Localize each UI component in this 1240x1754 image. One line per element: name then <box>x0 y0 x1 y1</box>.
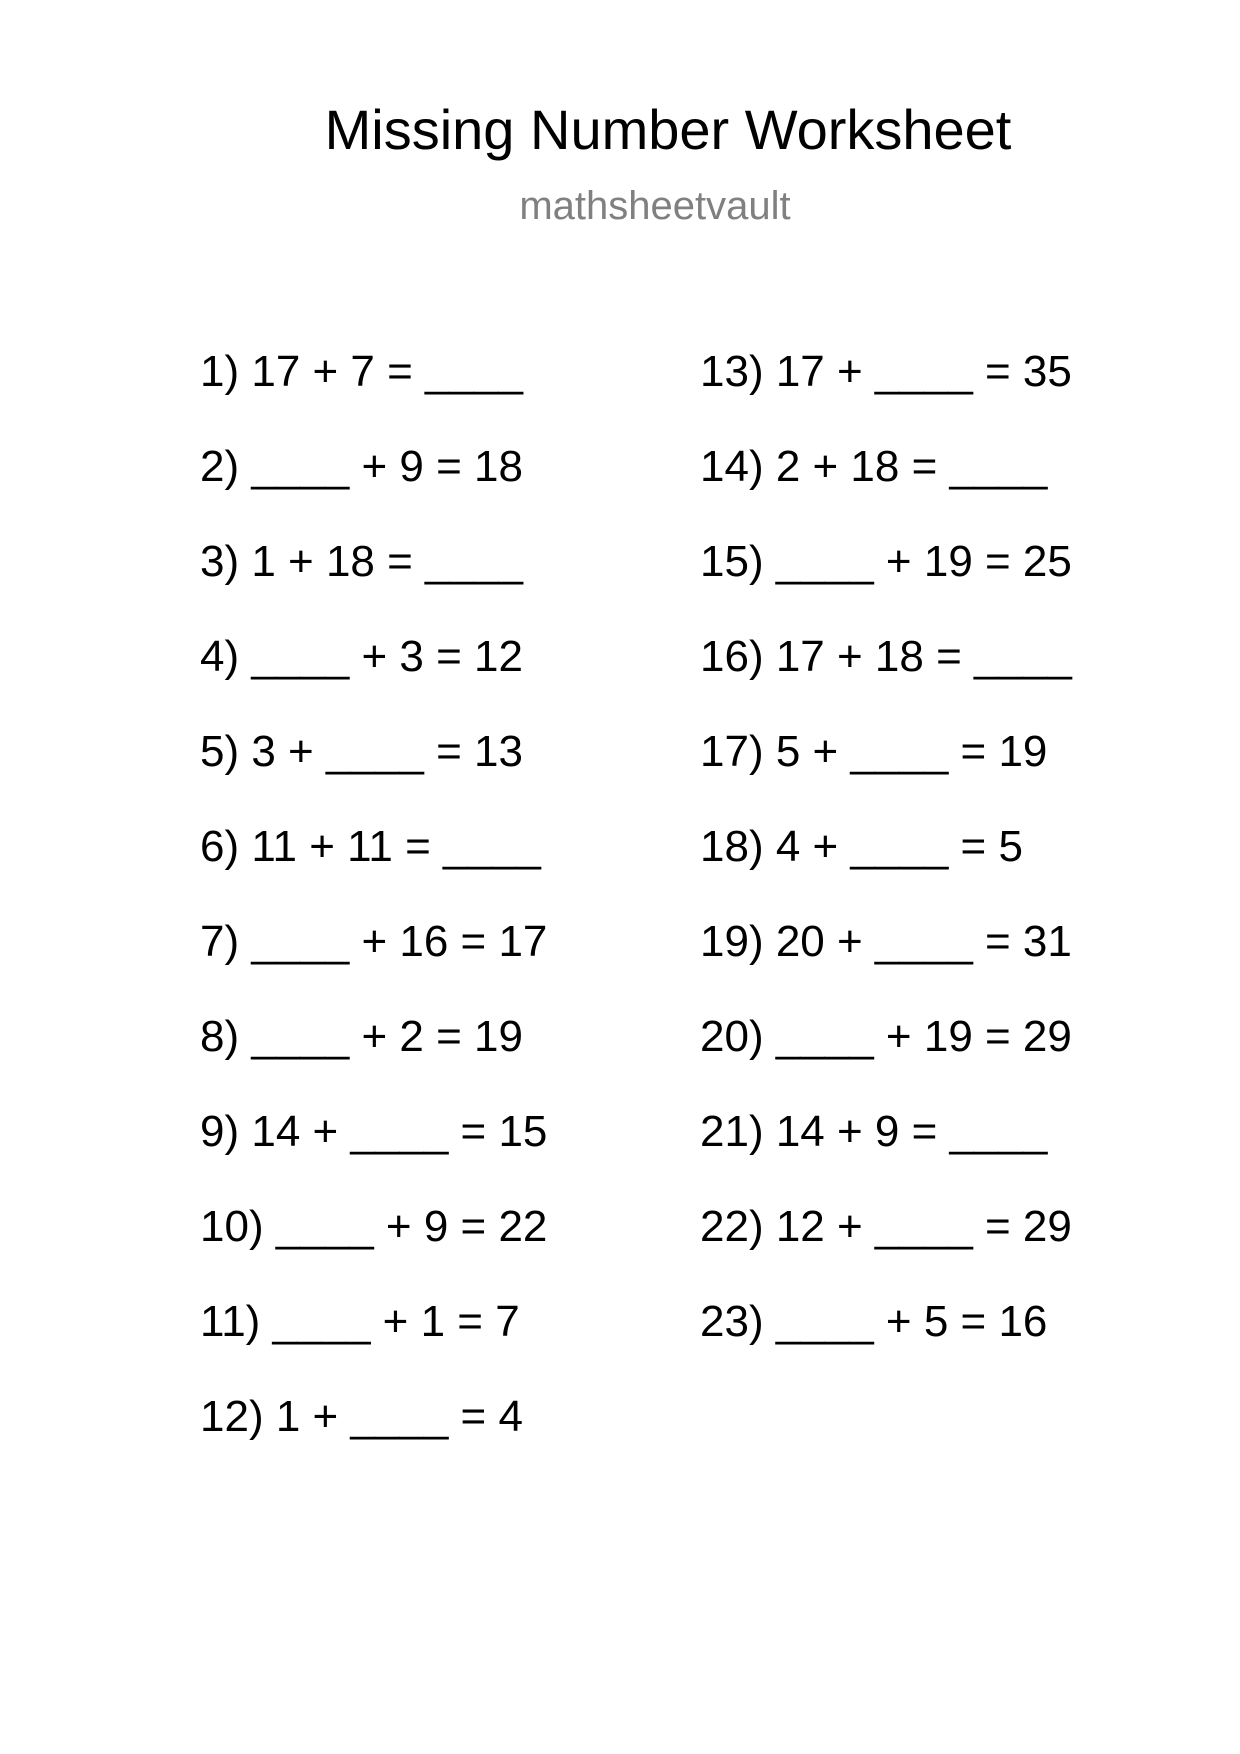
problem-item: 19) 20 + ____ = 31 <box>700 917 1072 966</box>
problem-item: 3) 1 + 18 = ____ <box>200 537 523 586</box>
page-title: Missing Number Worksheet <box>324 98 1012 161</box>
problem-item: 23) ____ + 5 = 16 <box>700 1297 1048 1346</box>
problem-item: 21) 14 + 9 = ____ <box>700 1107 1048 1156</box>
problem-item: 15) ____ + 19 = 25 <box>700 537 1072 586</box>
problem-item: 11) ____ + 1 = 7 <box>200 1297 520 1346</box>
problem-item: 10) ____ + 9 = 22 <box>200 1202 548 1251</box>
problem-list <box>0 346 1240 1466</box>
problem-item: 18) 4 + ____ = 5 <box>700 822 1023 871</box>
problem-item: 1) 17 + 7 = ____ <box>200 347 523 396</box>
problem-item: 22) 12 + ____ = 29 <box>700 1202 1072 1251</box>
problem-item: 17) 5 + ____ = 19 <box>700 727 1048 776</box>
problem-item: 9) 14 + ____ = 15 <box>200 1107 548 1156</box>
problem-item: 14) 2 + 18 = ____ <box>700 442 1048 491</box>
problem-item: 20) ____ + 19 = 29 <box>700 1012 1072 1061</box>
problem-item: 13) 17 + ____ = 35 <box>700 347 1072 396</box>
problem-item: 7) ____ + 16 = 17 <box>200 917 548 966</box>
problem-item: 12) 1 + ____ = 4 <box>200 1392 523 1441</box>
problem-item: 2) ____ + 9 = 18 <box>200 442 523 491</box>
problem-item: 8) ____ + 2 = 19 <box>200 1012 523 1061</box>
page-subtitle: mathsheetvault <box>519 184 791 228</box>
problem-item: 6) 11 + 11 = ____ <box>200 822 541 871</box>
problem-item: 16) 17 + 18 = ____ <box>700 632 1072 681</box>
problem-item: 5) 3 + ____ = 13 <box>200 727 523 776</box>
problem-item: 4) ____ + 3 = 12 <box>200 632 523 681</box>
